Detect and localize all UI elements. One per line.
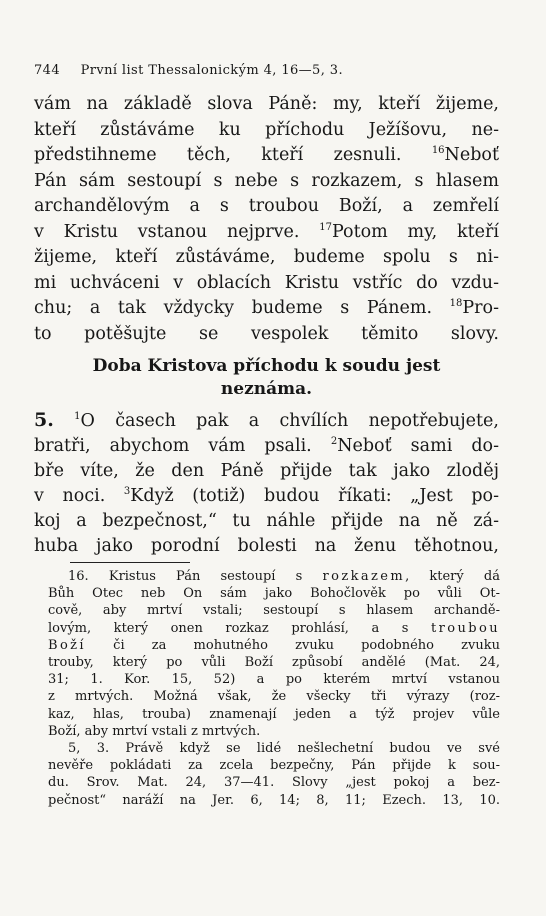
verse-number: 2: [330, 436, 338, 448]
note-line: [48, 568, 500, 585]
text-line: [34, 408, 499, 434]
note-line: 5, 3. Právě když se lidé nešlechetní budou ve své: [68, 741, 500, 757]
spaced-term: rozkazem: [322, 569, 406, 584]
text-line: mi uchváceni v oblacích Kristu vstříc do vzdu-: [34, 272, 499, 293]
verse-number: 18: [449, 298, 463, 310]
running-title: První list Thessalonickým 4, 16—5, 3.: [80, 63, 343, 78]
footnote-rule: [70, 562, 190, 563]
text-fragment: v noci.: [34, 486, 124, 506]
text-line: archandělovým a s troubou Boží, a zemřelí: [34, 196, 499, 216]
text-fragment: v Kristu vstanou nejprve.: [34, 221, 320, 242]
running-head: [34, 62, 504, 80]
text-line: kteří zůstáváme ku příchodu Ježíšovu, ne-: [34, 119, 499, 140]
text-fragment: chu; a tak vždycky budeme s Pánem.: [34, 298, 450, 318]
page-number: 744: [34, 63, 61, 78]
note-line: du. Srov. Mat. 24, 37—41. Slovy „jest pokoj a bez-: [48, 775, 500, 791]
text-line: [34, 484, 499, 509]
text-line: huba jako porodní bolesti na ženu těhotnou,: [34, 536, 499, 556]
note-line: z mrtvých. Možná však, že všecky tři výrazy (roz-: [48, 689, 500, 705]
text-fragment: předstihneme těch, kteří zesnuli.: [34, 145, 432, 165]
text-fragment: Neboť: [444, 145, 499, 165]
chapter-number: 5.: [34, 409, 54, 431]
text-line: [34, 220, 499, 246]
text-line: Pán sám sestoupí s nebe s rozkazem, s hlasem: [34, 170, 499, 191]
text-line: [34, 296, 499, 322]
heading-line: Doba Kristova příchodu k soudu jest: [92, 356, 441, 376]
text-fragment: , který dá: [405, 569, 500, 584]
text-line: žijeme, kteří zůstáváme, budeme spolu s ni-: [34, 247, 499, 267]
text-line: [34, 143, 499, 169]
heading-line: neznáma.: [220, 379, 313, 399]
text-fragment: O časech pak a chvílích nepotřebujete,: [80, 411, 499, 431]
text-fragment: či za mohutného zvuku podobného zvuku: [86, 637, 500, 653]
note-line: trouby, který po vůli Boží způsobí andělé (Mat. 24,: [48, 655, 500, 671]
note-line: Bůh Otec neb On sám jako Bohočlověk po vůli Ot-: [48, 586, 500, 602]
verse-number: 17: [319, 221, 332, 233]
note-line: [48, 620, 500, 637]
verse-number: 16: [431, 145, 445, 157]
text-fragment: Pro-: [462, 298, 499, 318]
note-line: [48, 637, 500, 654]
verse-number: 3: [123, 486, 131, 498]
footnotes: [48, 568, 500, 809]
note-line: 31; 1. Kor. 15, 52) a po kterém mrtví vstanou: [48, 672, 500, 688]
note-line: cově, aby mrtví vstali; sestoupí s hlasem archandě-: [48, 603, 500, 619]
text-line: koj a bezpečnost,“ tu náhle přijde na ně zá-: [34, 511, 499, 531]
text-line: bře víte, že den Páně přijde tak jako zloděj: [34, 461, 499, 481]
text-line: vám na základě slova Páně: my, kteří žijeme,: [34, 94, 499, 114]
note-line: nevěře pokládati za zcela bezpečny, Pán přijde k sou-: [48, 758, 500, 774]
text-fragment: lovým, který onen rozkaz prohlásí, a s: [48, 620, 432, 636]
note-line: kaz, hlas, trouba) znamenají jeden a týž projev vůle: [48, 706, 500, 722]
text-fragment: Neboť sami do-: [337, 436, 499, 456]
text-fragment: Potom my, kteří: [331, 221, 499, 242]
main-text: [34, 92, 499, 347]
text-line: [34, 434, 499, 459]
text-fragment: 16. Kristus Pán sestoupí s: [68, 569, 323, 584]
note-line: pečnost“ naráží na Jer. 6, 14; 8, 11; Ezech. 13, 10.: [48, 792, 500, 808]
note-line: Boží, aby mrtví vstali z mrtvých.: [48, 723, 261, 739]
text-fragment: Když (totiž) budou říkati: „Jest po-: [130, 486, 499, 506]
verse-number: 1: [74, 411, 81, 423]
section-heading: [34, 355, 499, 401]
text-line: to potěšujte se vespolek těmito slovy.: [34, 323, 499, 344]
text-fragment: bratři, abychom vám psali.: [34, 436, 331, 456]
spaced-term: Boží: [48, 637, 86, 653]
spaced-term: troubou: [431, 620, 500, 636]
chapter-5-text: [34, 408, 499, 559]
